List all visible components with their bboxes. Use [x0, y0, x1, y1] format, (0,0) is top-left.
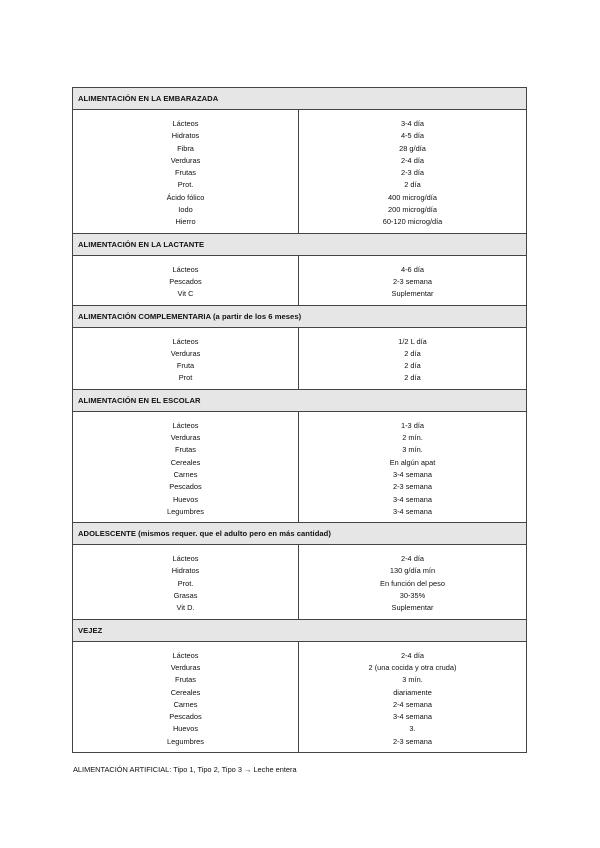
- food-item: Vit C: [177, 289, 194, 299]
- food-amount: 2 día: [404, 348, 421, 358]
- food-item: Verduras: [170, 348, 201, 358]
- value-column: [299, 327, 527, 389]
- food-item: Frutas: [175, 675, 196, 685]
- food-item: Huevos: [172, 494, 199, 504]
- food-amount: 2 (una cocida y otra cruda): [368, 662, 457, 672]
- section-title: VEJEZ: [73, 619, 527, 641]
- food-amount: 3.: [409, 724, 416, 734]
- food-amount: 28 g/día: [399, 143, 426, 153]
- food-item: Vit D.: [176, 603, 195, 613]
- food-amount: 400 microg/día: [388, 192, 437, 202]
- food-item: Hidratos: [171, 131, 200, 141]
- food-item: Verduras: [170, 662, 201, 672]
- item-column: [73, 255, 299, 305]
- food-amount: 3-4 semana: [392, 494, 433, 504]
- section-header: [73, 619, 527, 641]
- food-item: Pescados: [169, 276, 202, 286]
- food-amount: 1/2 L día: [398, 336, 427, 346]
- value-column: [299, 411, 527, 522]
- nutrition-table: [72, 87, 527, 753]
- food-item: Pescados: [169, 712, 202, 722]
- food-amount: 2 día: [404, 180, 421, 190]
- food-item: Cereales: [170, 687, 201, 697]
- section-header: [73, 389, 527, 411]
- section-title: ADOLESCENTE (mismos requer. que el adulto pero en más cantidad): [73, 523, 527, 545]
- item-column: [73, 641, 299, 752]
- value-column: [299, 641, 527, 752]
- food-item: Prot.: [177, 180, 194, 190]
- section-title: ALIMENTACIÓN EN LA LACTANTE: [73, 233, 527, 255]
- section-header: [73, 523, 527, 545]
- food-amount: diariamente: [393, 687, 432, 697]
- food-amount: Suplementar: [391, 289, 434, 299]
- food-amount: 2-4 día: [400, 650, 424, 660]
- section-body: [73, 545, 527, 619]
- food-item: Lácteos: [172, 336, 199, 346]
- value-column: [299, 110, 527, 234]
- section-body: [73, 327, 527, 389]
- food-item: Lácteos: [172, 420, 199, 430]
- food-item: Lácteos: [172, 264, 199, 274]
- food-item: Ácido fólico: [166, 192, 205, 202]
- food-item: Verduras: [170, 433, 201, 443]
- food-item: Carnes: [173, 699, 198, 709]
- food-amount: 3 mín.: [402, 675, 423, 685]
- food-amount: 4-5 día: [400, 131, 424, 141]
- food-item: Iodo: [178, 205, 193, 215]
- section-header: [73, 88, 527, 110]
- food-amount: 1-3 día: [400, 420, 424, 430]
- section-body: [73, 110, 527, 234]
- food-item: Legumbres: [167, 506, 204, 516]
- food-amount: En función del peso: [380, 578, 445, 588]
- food-item: Lácteos: [172, 554, 199, 564]
- section-header: [73, 233, 527, 255]
- item-column: [73, 327, 299, 389]
- food-item: Lácteos: [172, 650, 199, 660]
- food-item: Hierro: [175, 217, 196, 227]
- food-amount: 2 día: [404, 373, 421, 383]
- section-title: ALIMENTACIÓN EN LA EMBARAZADA: [73, 88, 527, 110]
- item-column: [73, 545, 299, 619]
- food-amount: Suplementar: [391, 603, 434, 613]
- food-amount: 30-35%: [399, 591, 426, 601]
- footnote: ALIMENTACIÓN ARTIFICIAL: Tipo 1, Tipo 2, Tipo 3 → Leche entera: [73, 765, 297, 774]
- food-item: Legumbres: [167, 736, 204, 746]
- food-amount: 3-4 semana: [392, 506, 433, 516]
- food-item: Prot: [178, 373, 193, 383]
- food-amount: 200 microg/día: [388, 205, 437, 215]
- value-column: [299, 545, 527, 619]
- food-item: Fruta: [176, 361, 195, 371]
- food-amount: 2-4 día: [400, 155, 424, 165]
- food-amount: 3 mín.: [402, 445, 423, 455]
- nutrition-table-body: [73, 88, 527, 753]
- item-column: [73, 110, 299, 234]
- value-column: [299, 255, 527, 305]
- food-item: Verduras: [170, 155, 201, 165]
- food-amount: 3-4 día: [400, 119, 424, 128]
- section-body: [73, 641, 527, 752]
- food-item: Carnes: [173, 469, 198, 479]
- food-item: Lácteos: [172, 119, 199, 128]
- section-title: ALIMENTACIÓN EN EL ESCOLAR: [73, 389, 527, 411]
- food-item: Fibra: [177, 143, 194, 153]
- food-item: Frutas: [175, 445, 196, 455]
- food-amount: 2-3 semana: [392, 482, 433, 492]
- section-body: [73, 411, 527, 522]
- food-item: Pescados: [169, 482, 202, 492]
- section-header: [73, 305, 527, 327]
- food-item: Frutas: [175, 168, 196, 178]
- food-amount: 2 día: [404, 361, 421, 371]
- food-item: Grasas: [173, 591, 198, 601]
- food-amount: 2-3 semana: [392, 736, 433, 746]
- item-column: [73, 411, 299, 522]
- food-amount: 3-4 semana: [392, 712, 433, 722]
- section-title: ALIMENTACIÓN COMPLEMENTARIA (a partir de los 6 meses): [73, 305, 527, 327]
- food-amount: 2-3 día: [400, 168, 424, 178]
- food-amount: 60-120 microg/día: [382, 217, 443, 227]
- food-item: Hidratos: [171, 566, 200, 576]
- food-item: Cereales: [170, 457, 201, 467]
- food-amount: 4-6 día: [400, 264, 424, 274]
- food-amount: 130 g/día mín: [389, 566, 436, 576]
- food-item: Huevos: [172, 724, 199, 734]
- food-amount: 2-3 semana: [392, 276, 433, 286]
- food-amount: 2-4 día: [400, 554, 424, 564]
- food-amount: 3-4 semana: [392, 469, 433, 479]
- food-item: Prot.: [177, 578, 194, 588]
- section-body: [73, 255, 527, 305]
- food-amount: 2-4 semana: [392, 699, 433, 709]
- food-amount: En algún apat: [389, 457, 436, 467]
- food-amount: 2 mín.: [402, 433, 423, 443]
